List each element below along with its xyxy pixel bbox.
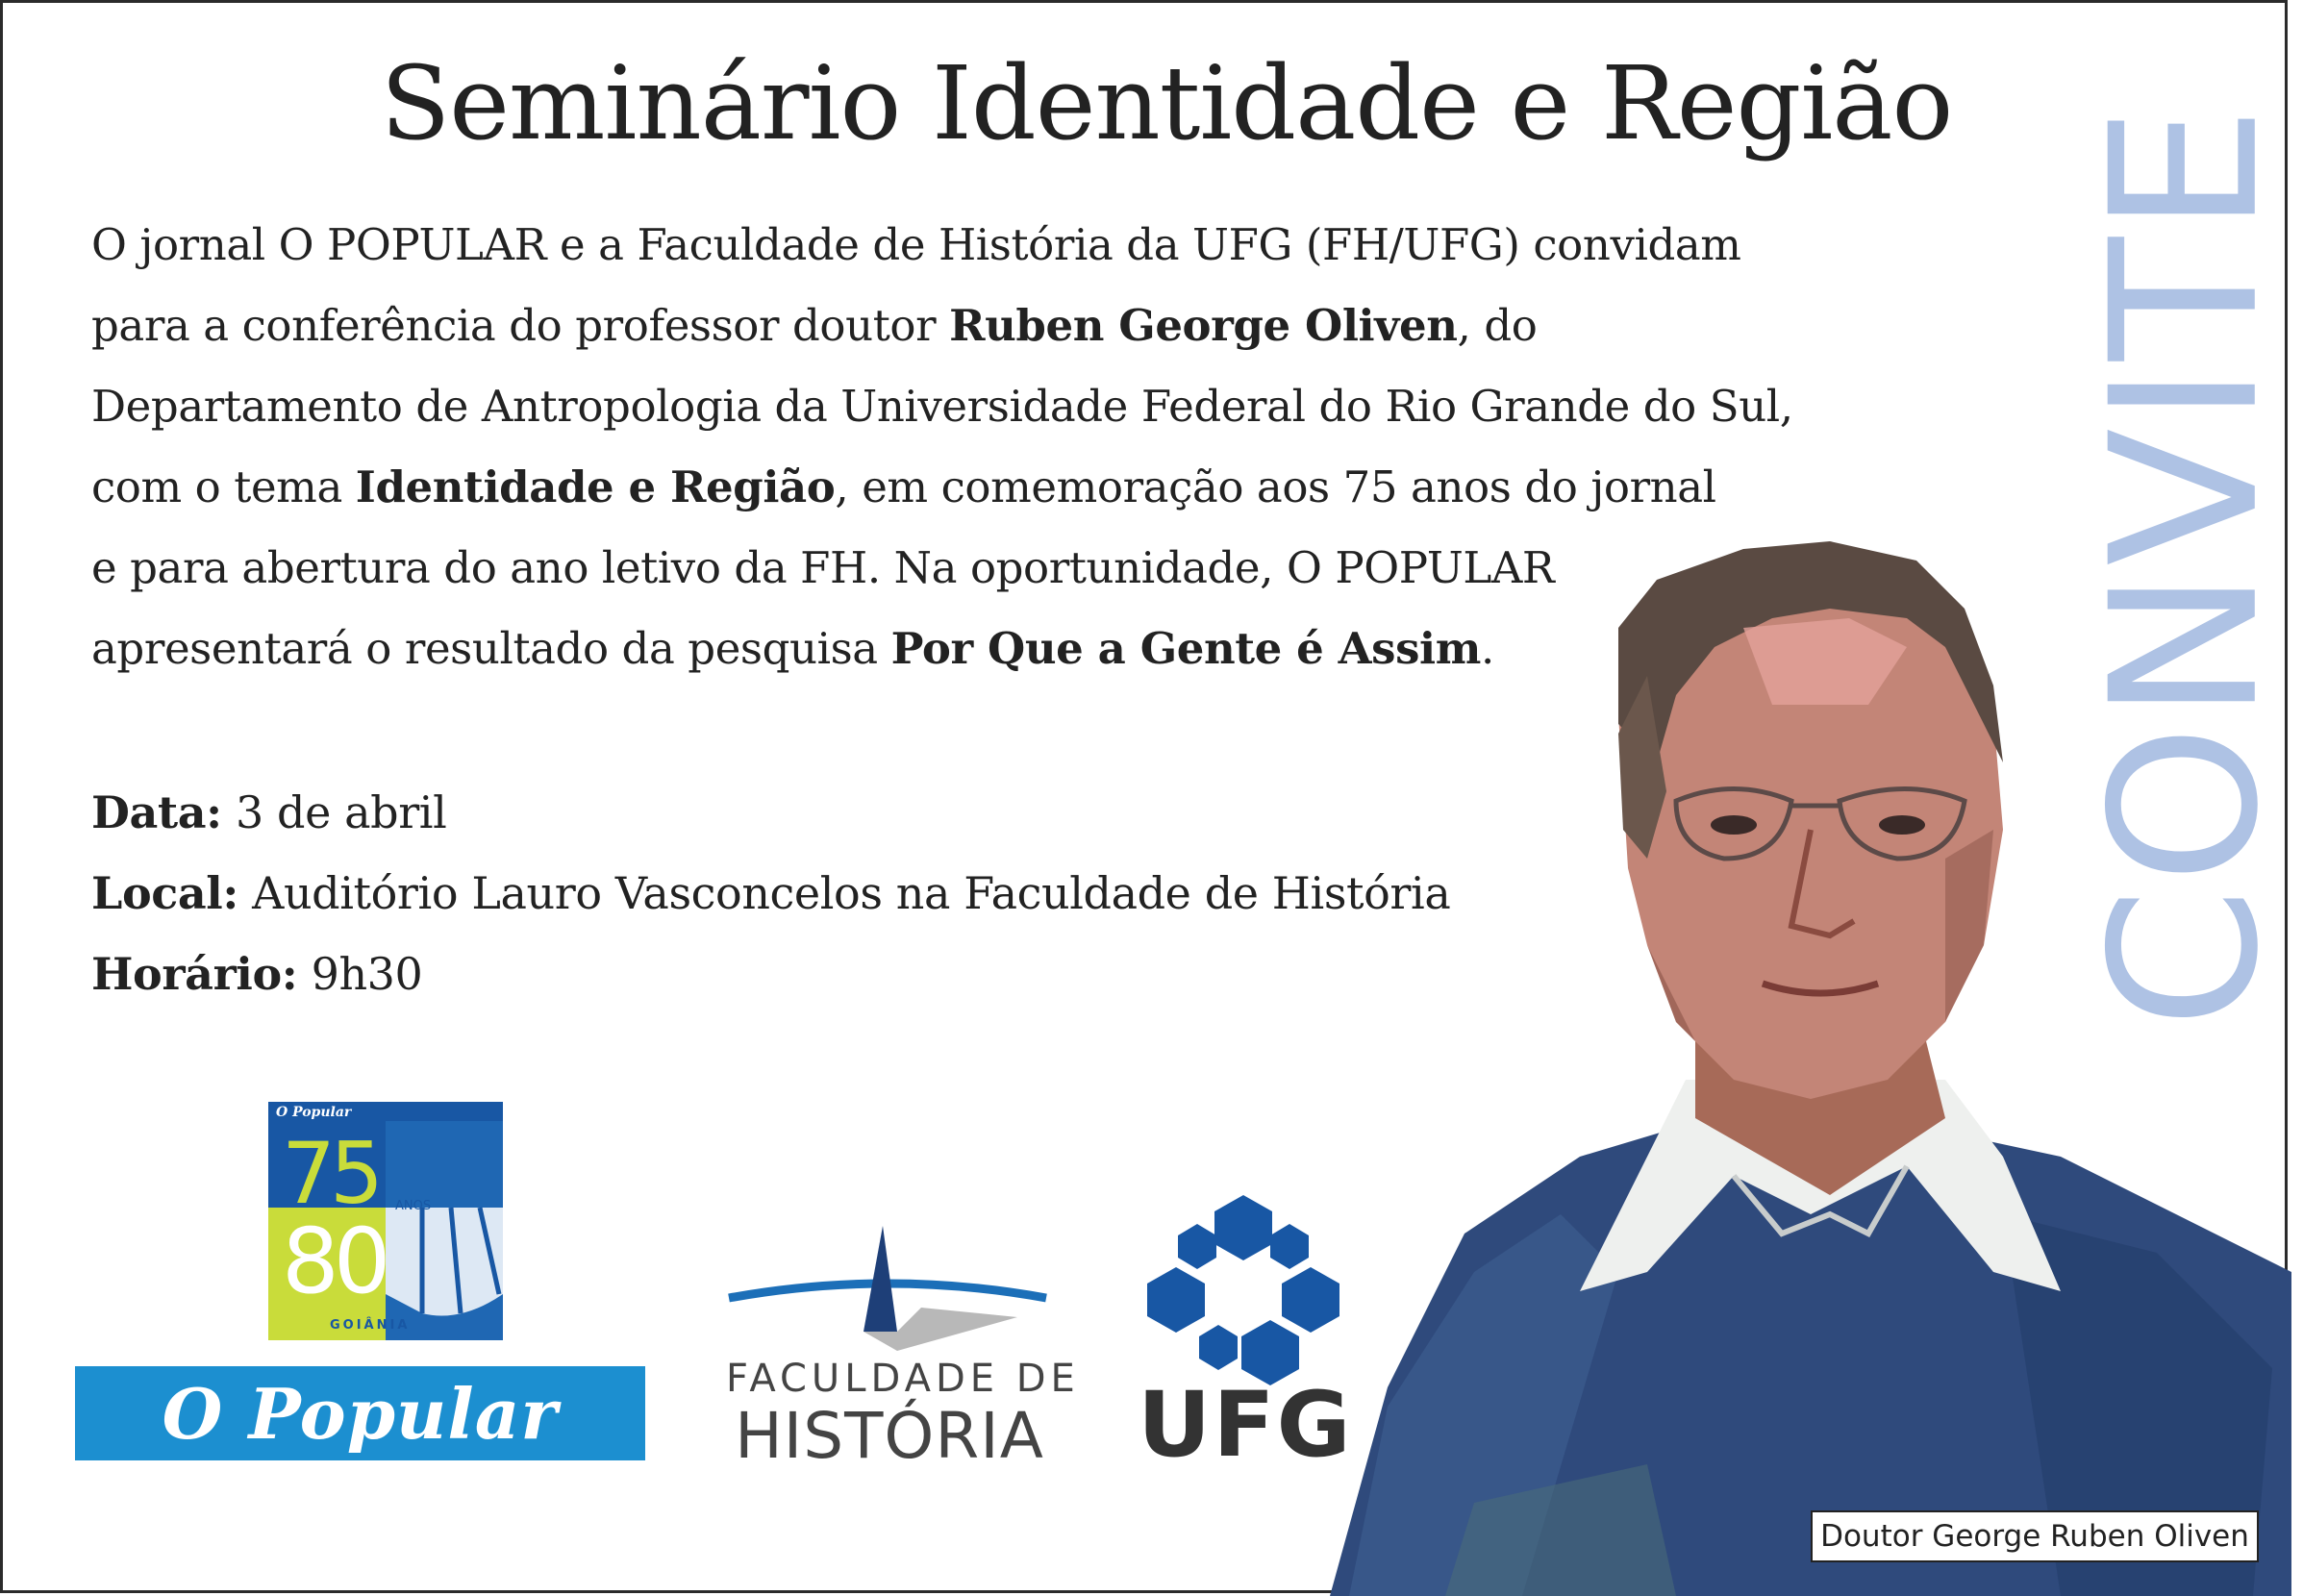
paragraph-line-2: [91, 286, 1822, 366]
paragraph-text: e para abertura do ano letivo da FH. Na oportunidade, O POPULAR: [91, 542, 1555, 593]
paragraph-text: apresentará o resultado da pesquisa: [91, 623, 891, 674]
paragraph-text: Departamento de Antropologia da Universidade Federal do Rio Grande do Sul,: [91, 381, 1793, 432]
paragraph-text: .: [1480, 623, 1494, 674]
paragraph-line-3: [91, 366, 1822, 447]
paragraph-line-4: [91, 447, 1822, 528]
anniversary-old-number: 80: [282, 1209, 386, 1314]
page-title: Seminário Identidade e Região: [380, 44, 1953, 162]
talk-theme: Identidade e Região: [355, 461, 836, 512]
date-value: 3 de abril: [221, 786, 447, 838]
ufg-name: UFG: [1138, 1373, 1353, 1478]
anniversary-city: GOIÂNIA: [330, 1318, 411, 1333]
paragraph-text: O jornal O POPULAR e a Faculdade de História da UFG (FH/UFG) convidam: [91, 219, 1741, 270]
convite-text: CONVITE: [2067, 102, 2303, 1029]
place-label: Local:: [91, 867, 238, 919]
speaker-name: Ruben George Oliven: [949, 300, 1458, 351]
ufg-logo: [1147, 1190, 1339, 1383]
anniversary-brand: O Popular: [276, 1105, 352, 1120]
time-label: Horário:: [91, 948, 298, 1000]
fh-name-line-2: HISTÓRIA: [735, 1399, 1044, 1473]
newspaper-logo: [75, 1366, 645, 1460]
anniversary-75-logo: [268, 1102, 503, 1340]
research-title: Por Que a Gente é Assim: [890, 623, 1481, 674]
place-value: Auditório Lauro Vasconcelos na Faculdade de História: [238, 867, 1451, 919]
event-time: [91, 934, 1450, 1014]
photo-caption: Doutor George Ruben Oliven: [1811, 1510, 2259, 1562]
fh-name-line-1: FACULDADE DE: [726, 1357, 1080, 1401]
newspaper-name: O Popular: [162, 1372, 559, 1455]
paragraph-text: com o tema: [91, 461, 356, 512]
invitation-side-label: [2067, 80, 2303, 1051]
faculdade-historia-logo: [729, 1226, 1046, 1351]
event-place: [91, 853, 1450, 934]
anniversary-unit: ANOS: [395, 1199, 432, 1213]
date-label: Data:: [91, 786, 222, 838]
paragraph-text: , do: [1457, 300, 1538, 351]
paragraph-line-1: [91, 205, 1822, 286]
paragraph-text: para a conferência do professor doutor: [91, 300, 950, 351]
anniversary-number: 75: [282, 1124, 378, 1223]
event-date: [91, 772, 1450, 853]
paragraph-text: , em comemoração aos 75 anos do jornal: [835, 461, 1716, 512]
event-details: [91, 772, 1450, 1014]
time-value: 9h30: [297, 948, 423, 1000]
